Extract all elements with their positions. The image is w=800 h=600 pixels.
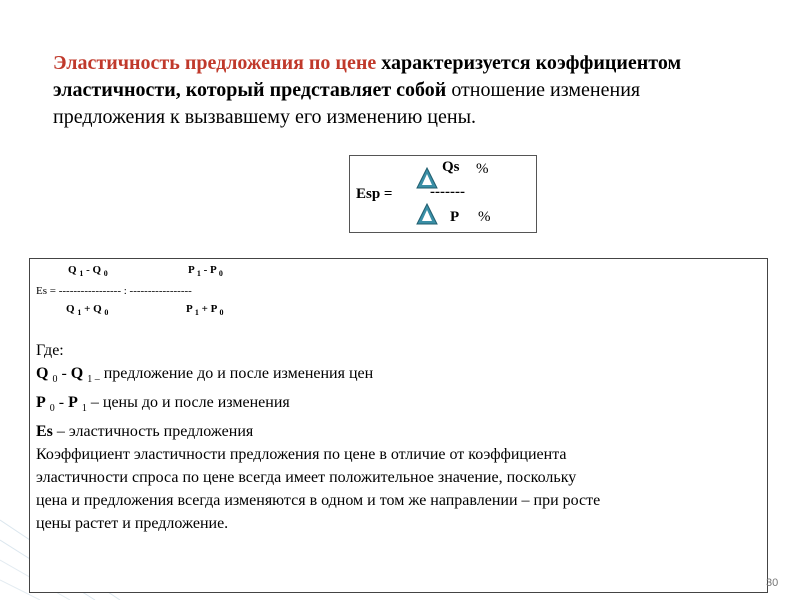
legend-block bbox=[36, 339, 756, 535]
es-formula-line: Es = ----------------- : ----------------- bbox=[36, 285, 192, 297]
esp-denominator-percent: % bbox=[478, 209, 491, 225]
legend-es-definition: Es – эластичность предложения bbox=[36, 423, 254, 441]
paragraph-line: цена и предложения всегда изменяются в одном и том же направлении – при росте bbox=[36, 492, 601, 510]
es-denominator-q: Q $_1$ + Q $_0$ bbox=[66, 303, 109, 318]
paragraph-line: Коэффициент эластичности предложения по цене в отличие от коэффициента bbox=[36, 446, 567, 464]
legend-p-definition: P $_0$ - P $_1$ – цены до и после изменения bbox=[36, 394, 290, 415]
delta-icon bbox=[415, 202, 439, 226]
esp-lhs: Esp = bbox=[356, 186, 393, 202]
es-denominator-p: P $_1$ + P $_0$ bbox=[186, 303, 224, 318]
formula-description-box bbox=[29, 258, 768, 593]
esp-denominator-var: P bbox=[450, 209, 460, 225]
esp-numerator-var: Qs bbox=[442, 159, 460, 175]
paragraph-line: цены растет и предложение. bbox=[36, 515, 229, 533]
slide-number: 30 bbox=[766, 577, 779, 589]
intro-title: Эластичность предложения по цене bbox=[53, 52, 377, 74]
intro-normal-text: отношение изменения предложения к вызвавшему его изменению цены. bbox=[53, 79, 641, 128]
legend-where: Где: bbox=[36, 342, 64, 359]
es-numerator-p: P $_1$ - P $_0$ bbox=[188, 264, 223, 279]
legend-q-definition: Q $_0$ - Q $_{1 -}$ предложение до и после изменения цен bbox=[36, 365, 374, 386]
esp-numerator-percent: % bbox=[476, 161, 489, 177]
paragraph-line: эластичности спроса по цене всегда имеет положительное значение, поскольку bbox=[36, 469, 577, 487]
es-numerator-q: Q $_1$ - Q $_0$ bbox=[68, 264, 108, 279]
intro-bold-text: характеризуется коэффициентом эластичности, который представляет собой bbox=[53, 52, 682, 101]
intro-paragraph bbox=[53, 50, 723, 131]
esp-fraction-bar: ------- bbox=[430, 184, 465, 200]
esp-formula-box bbox=[349, 155, 537, 233]
